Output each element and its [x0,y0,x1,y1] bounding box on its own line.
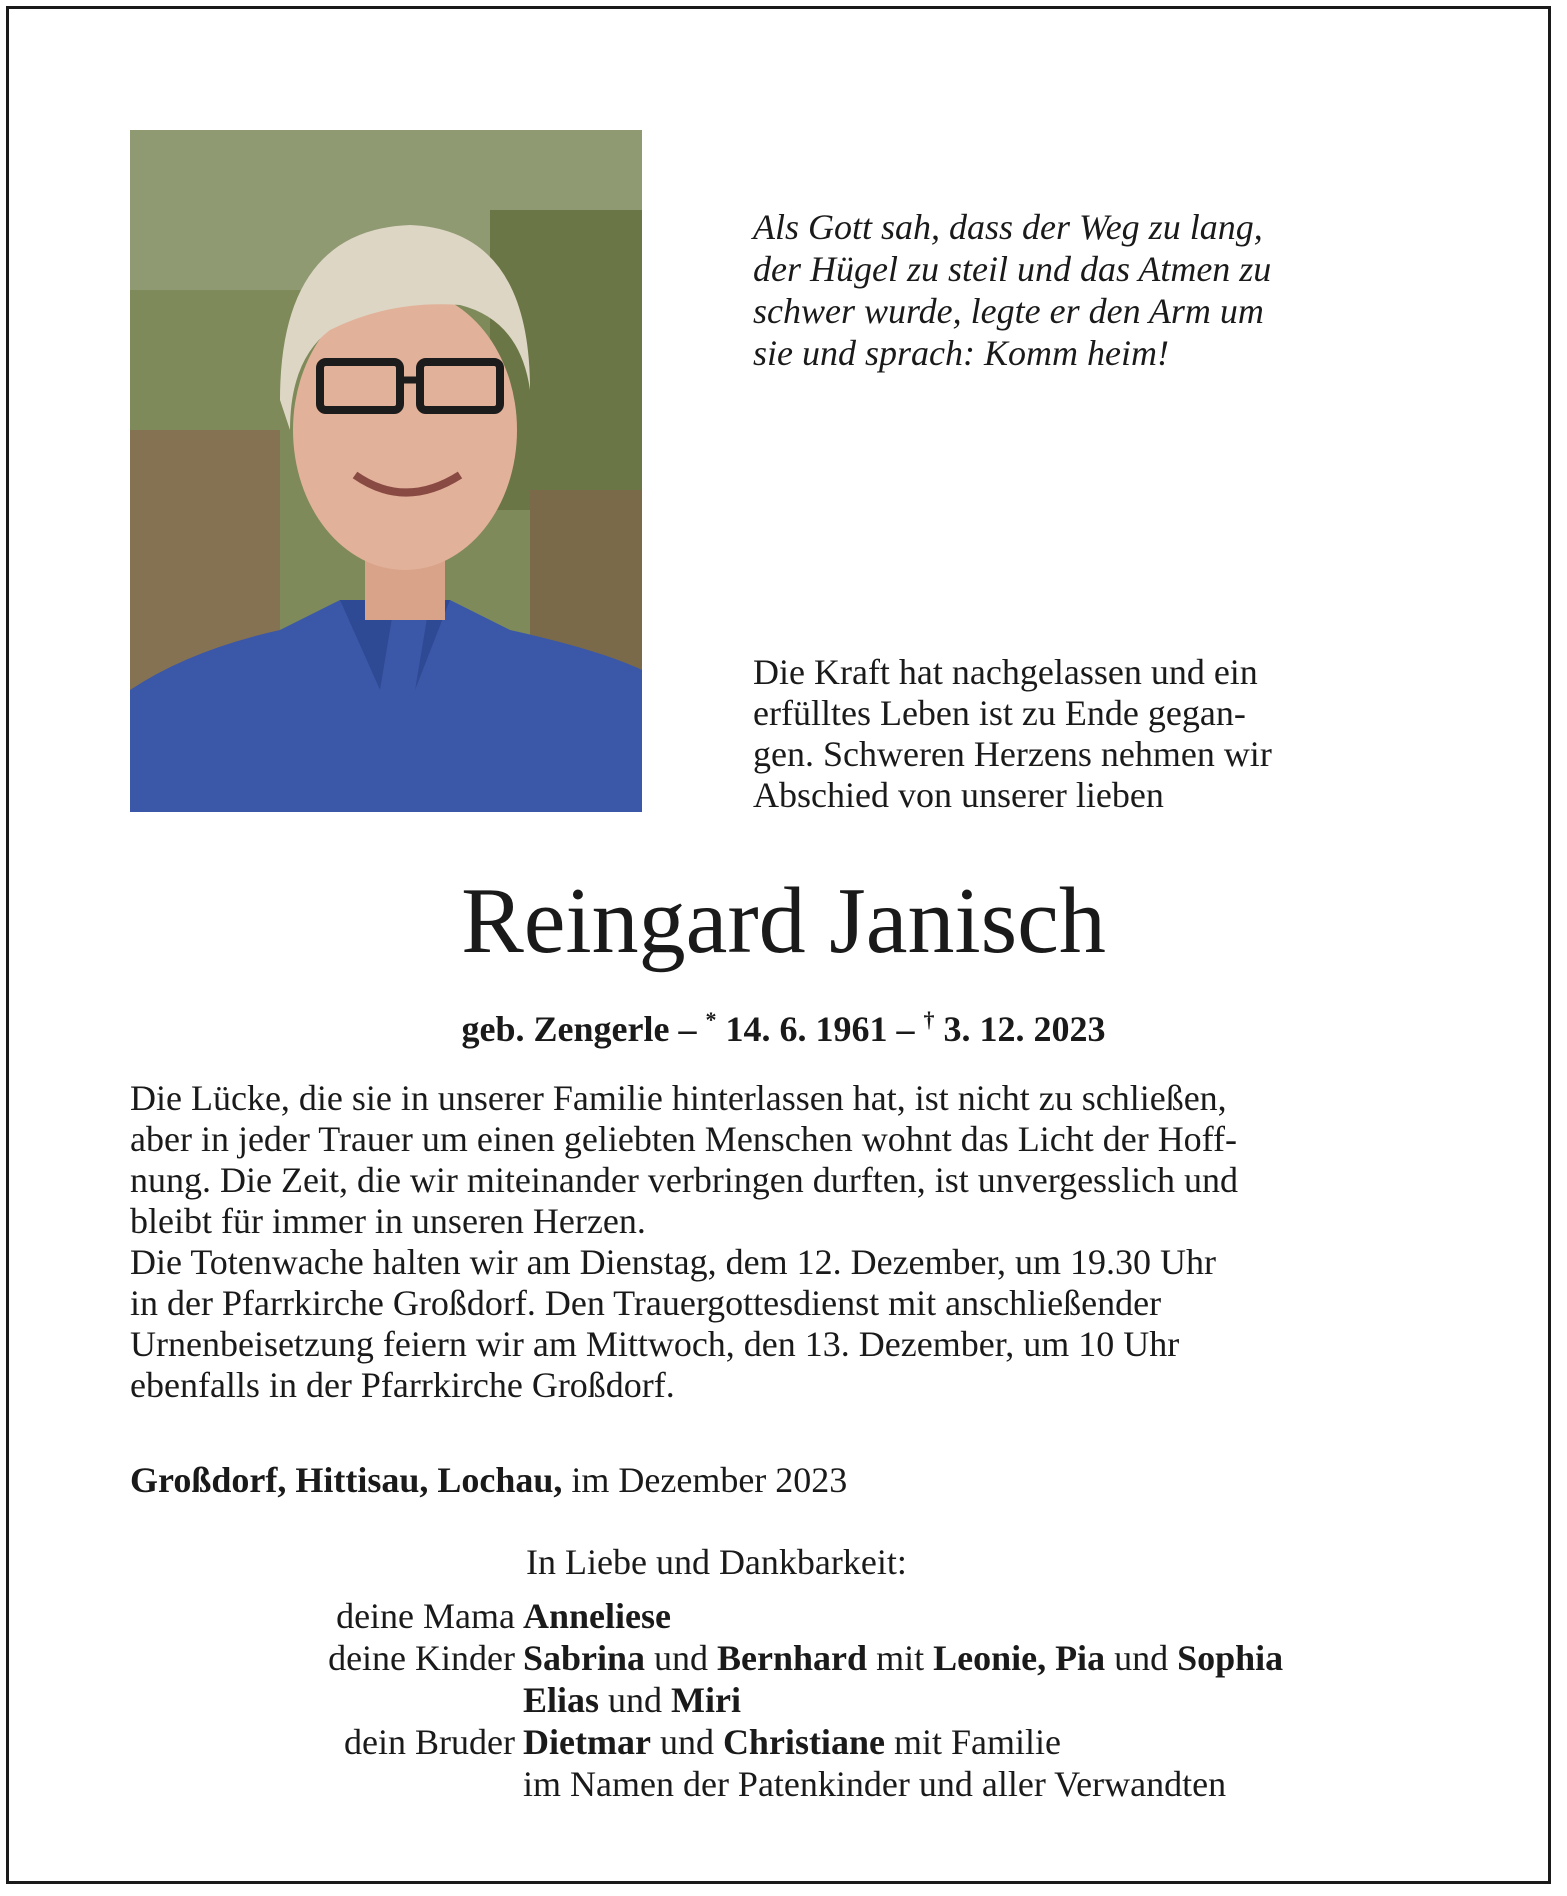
relation-label: deine Kinder [328,1638,515,1678]
child-name: Bernhard [717,1638,868,1678]
poem-quote [753,206,1373,374]
poem-line: Als Gott sah, dass der Weg zu lang, [753,207,1263,247]
death-date: 3. 12. 2023 [934,1009,1106,1049]
portrait-illustration [130,130,642,812]
mama-name: Anneliese [523,1596,671,1636]
family-row-kinder [250,1637,1440,1679]
family-row-mama [250,1595,1440,1637]
conjunction: und [1105,1638,1178,1678]
sister-in-law-name: Christiane [722,1722,885,1762]
child-name: Sabrina [523,1638,646,1678]
place-towns: Großdorf, Hittisau, Lochau, [130,1460,563,1500]
brother-name: Dietmar [523,1722,651,1762]
intro-line: Abschied von unserer lieben [753,775,1164,815]
body-line: Die Lücke, die sie in unserer Familie hinterlassen hat, ist nicht zu schließen, [130,1078,1227,1118]
death-symbol: † [923,1007,935,1032]
with-family: mit Familie [884,1722,1061,1762]
poem-line: der Hügel zu steil und das Atmen zu [753,249,1272,289]
grandchild-name: Sophia [1177,1638,1284,1678]
closing-line: im Namen der Patenkinder und aller Verwandten [523,1764,1227,1804]
body-line: Urnenbeisetzung feiern wir am Mittwoch, den 13. Dezember, um 10 Uhr [130,1324,1180,1364]
conjunction: und [650,1722,723,1762]
family-row-bruder [250,1721,1440,1763]
family-row-enkel [250,1679,1440,1721]
birth-date: 14. 6. 1961 – [716,1009,924,1049]
body-line: ebenfalls in der Pfarrkirche Großdorf. [130,1365,675,1405]
family-list [250,1595,1440,1805]
place-and-date [130,1460,1437,1501]
body-text [130,1078,1437,1406]
maiden-name: geb. Zengerle – [461,1009,706,1049]
intro-line: gen. Schweren Herzens nehmen wir [753,734,1272,774]
body-line: in der Pfarrkirche Großdorf. Den Trauergottesdienst mit anschließender [130,1283,1162,1323]
portrait-photo [130,130,642,812]
family-row-closing [250,1763,1440,1805]
body-line: Die Totenwache halten wir am Dienstag, dem 12. Dezember, um 19.30 Uhr [130,1242,1217,1282]
poem-line: schwer wurde, legte er den Arm um [753,291,1264,331]
birth-symbol: * [705,1007,717,1032]
intro-text [753,652,1436,816]
relation-label: deine Mama [336,1596,515,1636]
body-line: bleibt für immer in unseren Herzen. [130,1201,646,1241]
conjunction: und [599,1680,672,1720]
conjunction: mit [867,1638,934,1678]
body-line: aber in jeder Trauer um einen geliebten Menschen wohnt das Licht der Hoff- [130,1119,1237,1159]
poem-line: sie und sprach: Komm heim! [753,333,1169,373]
conjunction: und [645,1638,718,1678]
grandchild-name: Miri [671,1680,741,1720]
intro-line: Die Kraft hat nachgelassen und ein [753,652,1258,692]
body-line: nung. Die Zeit, die wir miteinander verbringen durften, ist unvergesslich und [130,1160,1239,1200]
place-date: im Dezember 2023 [562,1460,848,1500]
grandchild-names: Leonie, Pia [933,1638,1106,1678]
deceased-name: Reingard Janisch [461,869,1106,973]
grandchild-name: Elias [523,1680,600,1720]
intro-line: erfülltes Leben ist zu Ende gegan- [753,693,1246,733]
life-dates [0,998,1567,1051]
thanks-line: In Liebe und Dankbarkeit: [526,1542,907,1582]
relation-label: dein Bruder [344,1722,515,1762]
